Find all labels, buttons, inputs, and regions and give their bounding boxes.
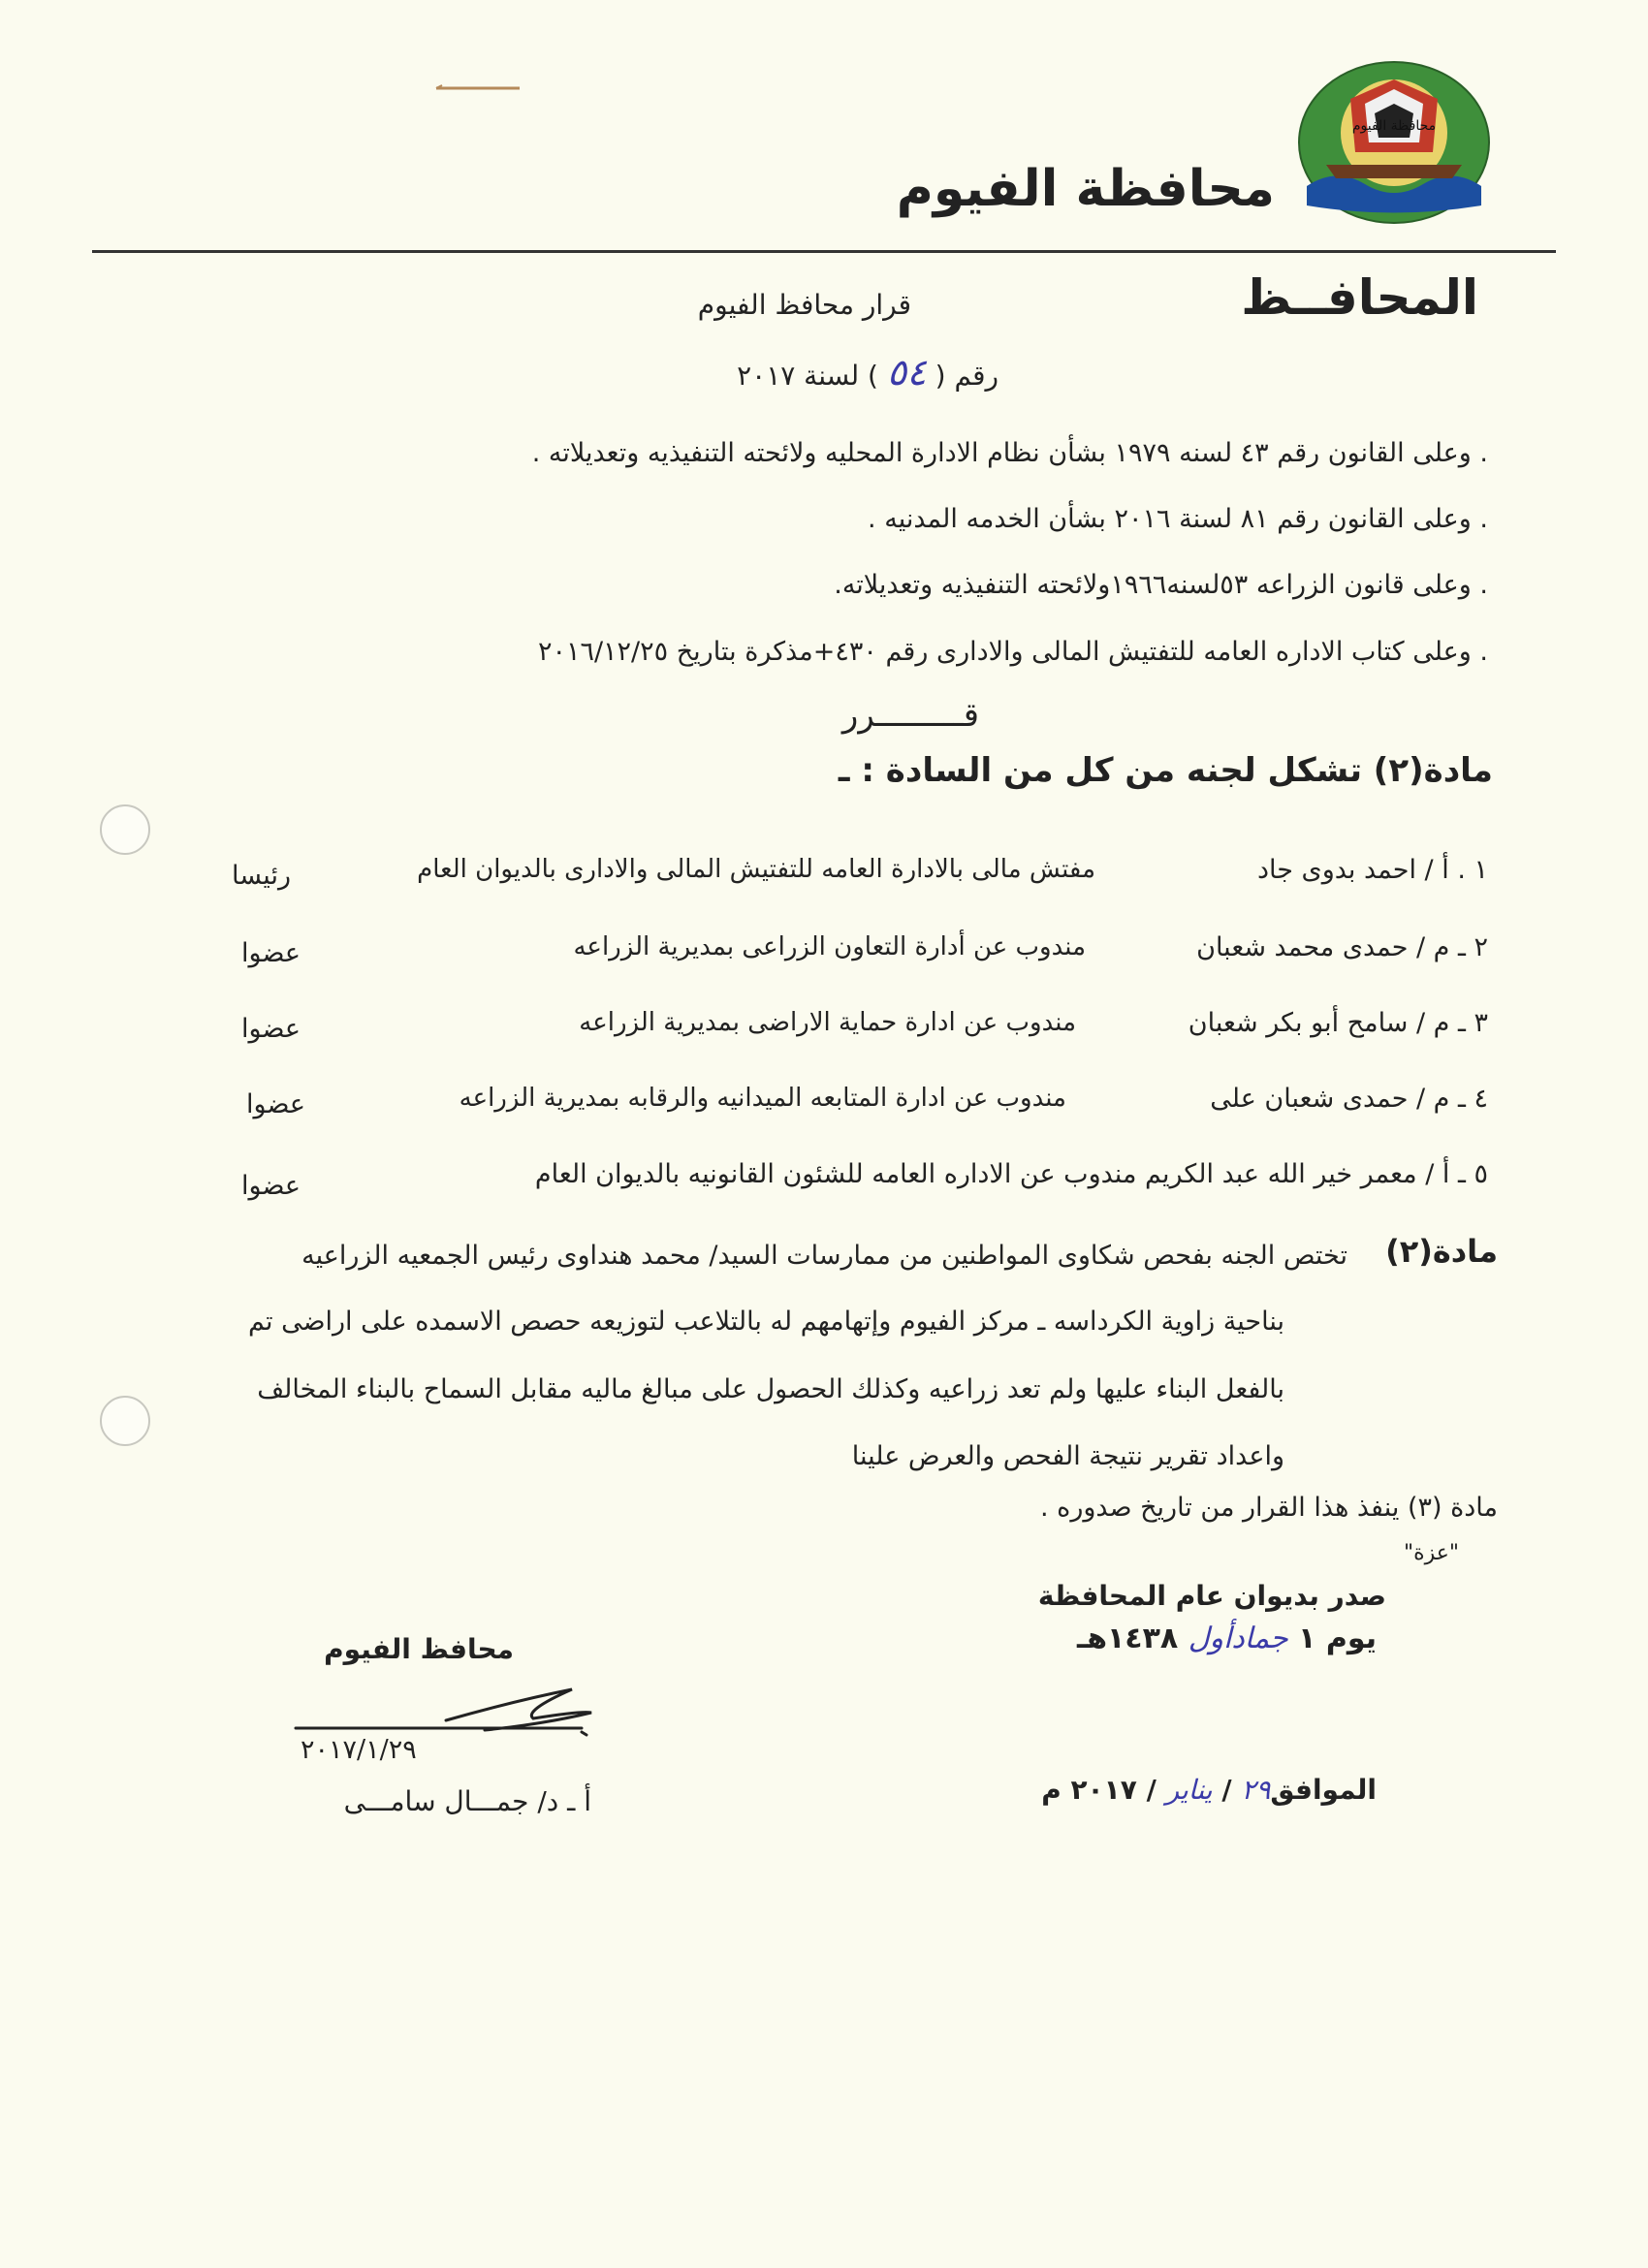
article-2-heading: مادة(٢) (1385, 1233, 1498, 1270)
staple-mark (434, 83, 522, 91)
consideration-3: . وعلى قانون الزراعه ٥٣لسنه١٩٦٦ولائحته التنفيذيه وتعديلاته. (834, 570, 1488, 600)
consideration-4: . وعلى كتاب الاداره العامه للتفتيش المالى والادارى رقم ٤٣٠+مذكرة بتاريخ ٢٠١٦/١٢/٢٥ (537, 637, 1488, 667)
hijri-prefix: يوم ١ (1298, 1622, 1377, 1655)
member-1-desc: مفتش مالى بالادارة العامه للتفتيش المالى والادارى بالديوان العام (417, 855, 1095, 884)
member-4-desc: مندوب عن ادارة المتابعه الميدانيه والرقابه بمديرية الزراعه (459, 1084, 1066, 1113)
gregorian-date: الموافق٢٩ / يناير / ٢٠١٧ م (1041, 1774, 1377, 1806)
member-2-role: عضوا (241, 938, 301, 968)
member-3-name: ٣ ـ م / سامح أبو بكر شعبان (1188, 1008, 1488, 1038)
punch-hole-bottom (100, 1396, 150, 1446)
member-3-desc: مندوب عن ادارة حماية الاراضى بمديرية الزراعه (579, 1008, 1076, 1037)
hijri-year: ١٤٣٨هـ (1076, 1622, 1179, 1655)
article-2-line-1: تختص الجنه بفحص شكاوى المواطنين من ممارسات السيد/ محمد هنداوى رئيس الجمعيه الزراعيه (301, 1241, 1347, 1271)
consideration-2: . وعلى القانون رقم ٨١ لسنة ٢٠١٦ بشأن الخدمه المدنيه . (868, 504, 1488, 534)
hijri-month-handwritten: جمادأول (1188, 1622, 1288, 1655)
consideration-1: . وعلى القانون رقم ٤٣ لسنه ١٩٧٩ بشأن نظام الادارة المحليه ولائحته التنفيذيه وتعديلاته . (531, 438, 1488, 468)
greg-month-handwritten: يناير (1165, 1774, 1213, 1806)
decree-number-prefix: رقم ( (935, 360, 998, 392)
signatory-name: أ ـ د/ جمـــال سامـــى (343, 1785, 591, 1817)
hijri-date (1077, 1622, 1377, 1655)
signatory-title: محافظ الفيوم (324, 1633, 514, 1665)
greg-prefix: الموافق (1270, 1774, 1377, 1806)
article-2-line-4: واعداد تقرير نتيجة الفحص والعرض علينا (851, 1441, 1284, 1471)
article-1-heading: مادة(٢) تشكل لجنه من كل من السادة : ـ (838, 751, 1493, 790)
article-3: مادة (٣) ينفذ هذا القرار من تاريخ صدوره . (1040, 1493, 1498, 1523)
article-2-line-2: بناحية زاوية الكرداسه ـ مركز الفيوم وإتهامهم له بالتلاعب لتوزيعه حصص الاسمده على اراضى تم (248, 1307, 1284, 1337)
member-4-role: عضوا (246, 1089, 305, 1119)
decided-heading: قـــــــــرر (841, 696, 979, 735)
signature-date-handwritten: ٢٠١٧/١/٢٩ (301, 1735, 417, 1765)
decree-number (737, 351, 998, 394)
member-4-name: ٤ ـ م / حمدى شعبان على (1210, 1084, 1488, 1114)
issued-at: صدر بديوان عام المحافظة (1037, 1580, 1386, 1612)
header-divider (92, 250, 1556, 253)
logo-text: محافظة الفيوم (1351, 118, 1437, 134)
decree-number-handwritten: ٥٤ (886, 351, 927, 394)
decree-title: قرار محافظ الفيوم (697, 289, 911, 321)
member-1-role: رئيسا (231, 861, 291, 891)
decree-number-suffix: ) لسنة ٢٠١٧ (737, 360, 878, 392)
member-5-name: ٥ ـ أ / معمر خير الله عبد الكريم مندوب عن الاداره العامه للشئون القانونيه بالديوان العام (534, 1159, 1488, 1189)
fayoum-governorate-logo (1297, 60, 1491, 225)
member-3-role: عضوا (241, 1014, 301, 1044)
governorate-name: محافظة الفيوم (896, 160, 1275, 218)
greg-day-handwritten: ٢٩ (1241, 1774, 1271, 1806)
office-title: المحافــظ (1241, 269, 1478, 326)
greg-year: / ٢٠١٧ م (1041, 1774, 1157, 1806)
member-1-name: ١ . أ / احمد بدوى جاد (1257, 855, 1488, 885)
typist-initials: "عزة" (1403, 1541, 1459, 1565)
punch-hole-top (100, 804, 150, 855)
member-2-desc: مندوب عن أدارة التعاون الزراعى بمديرية الزراعه (573, 932, 1086, 961)
member-5-role: عضوا (241, 1171, 301, 1201)
article-2-line-3: بالفعل البناء عليها ولم تعد زراعيه وكذلك الحصول على مبالغ ماليه مقابل السماح بالبناء المخالف (257, 1374, 1284, 1404)
member-2-name: ٢ ـ م / حمدى محمد شعبان (1196, 932, 1488, 962)
